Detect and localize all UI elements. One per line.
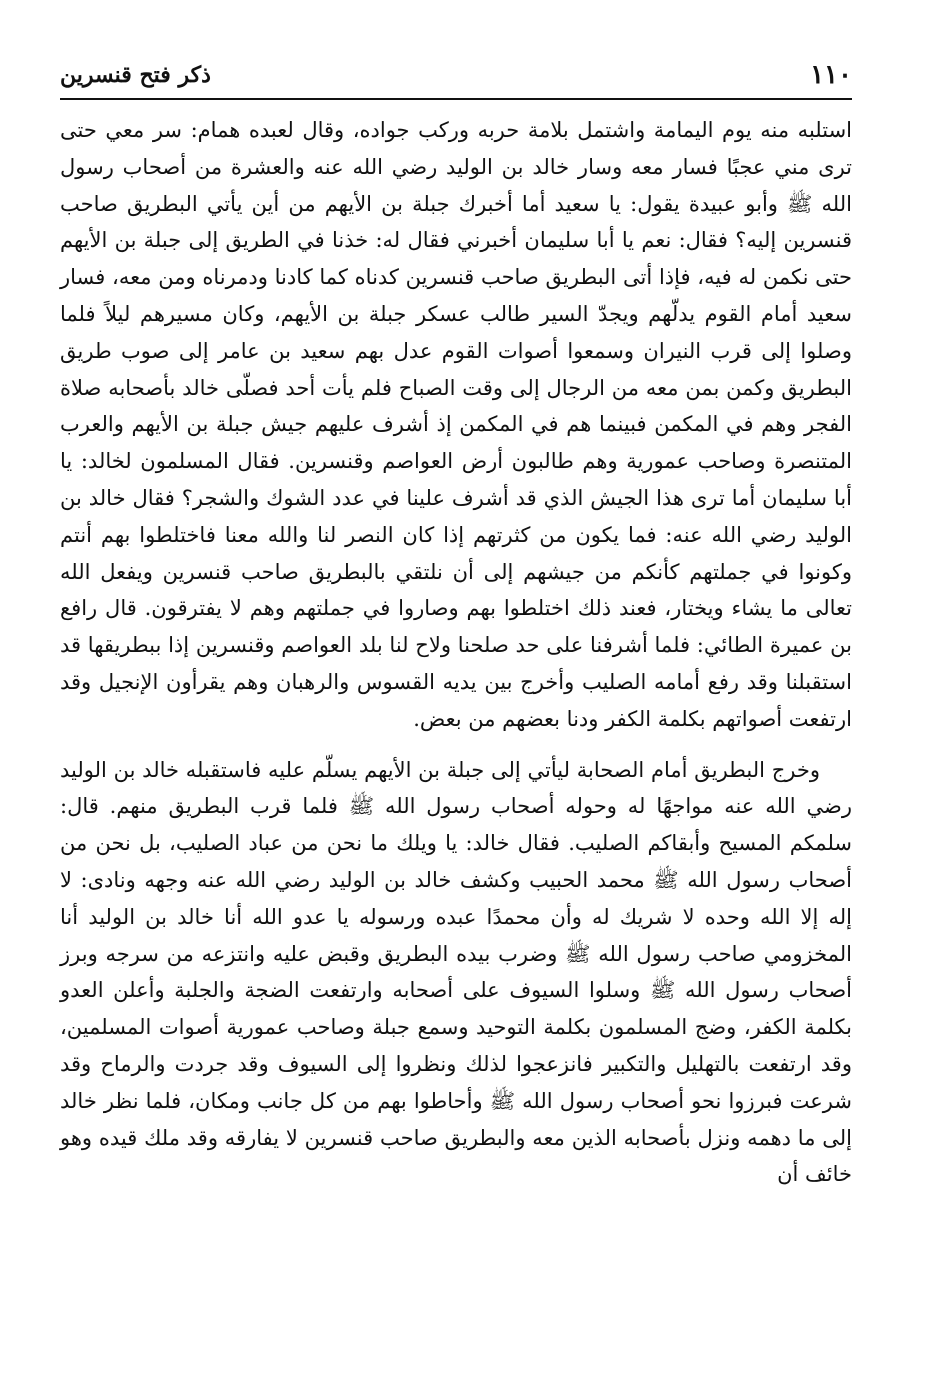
body-text (60, 112, 852, 1193)
page-header (60, 58, 852, 98)
paragraph: استلبه منه يوم اليمامة واشتمل بلامة حربه وركب جواده، وقال لعبده همام: سر معي حتى ترى مني عجبًا فسار معه وسار خالد بن الوليد رضي الله عنه والعشرة من أصحاب رسول الله ﷺ وأبو عبيدة يقول: يا سعيد أما أخبرك جبلة بن الأيهم من أين يأتي البطريق صاحب قنسرين إليه؟ فقال: نعم يا أبا سليمان أخبرني فقال له: خذنا في الطريق إلى جبلة بن الأيهم حتى نكمن له فيه، فإذا أتى البطريق صاحب قنسرين كدناه كما كادنا ودمرناه ومن معه، فسار سعيد أمام القوم يدلّهم ويجدّ السير طالب عسكر جبلة بن الأيهم، وكان مسيرهم ليلاً فلما وصلوا إلى قرب النيران وسمعوا أصوات القوم عدل بهم سعيد بن عامر إلى صوب طريق البطريق وكمن بمن معه من الرجال إلى وقت الصباح فلم يأت أحد فصلّى خالد بأصحابه صلاة الفجر وهم في المكمن فبينما هم في المكمن إذ أشرف عليهم جيش جبلة بن الأيهم والعرب المتنصرة وصاحب عمورية وهم طالبون أرض العواصم وقنسرين. فقال المسلمون لخالد: يا أبا سليمان أما ترى هذا الجيش الذي قد أشرف علينا في عدد الشوك والشجر؟ فقال خالد بن الوليد رضي الله عنه: فما يكون من كثرتهم إذا كان النصر لنا والله معنا فاختلطوا بهم أنتم وكونوا في جملتهم كأنكم من جيشهم إلى أن نلتقي بالبطريق صاحب قنسرين ويفعل الله تعالى ما يشاء ويختار، فعند ذلك اختلطوا بهم وصاروا في جملتهم وهم لا يفترقون. قال رافع بن عميرة الطائي: فلما أشرفنا على حد صلحنا ولاح لنا بلد العواصم وقنسرين إذا ببطريقها قد استقبلنا وقد رفع أمامه الصليب وأخرج بين يديه القسوس والرهبان وهم يقرأون الإنجيل وقد ارتفعت أصواتهم بكلمة الكفر ودنا بعضهم من بعض. (60, 118, 853, 731)
page-number: ١١٠ (810, 60, 852, 90)
running-title: ذكر فتح قنسرين (60, 62, 211, 88)
header-rule (60, 98, 852, 100)
paragraph: وخرج البطريق أمام الصحابة ليأتي إلى جبلة بن الأيهم يسلّم عليه فاستقبله خالد بن الوليد رضي الله عنه مواجهًا له وحوله أصحاب رسول الله ﷺ فلما قرب البطريق منهم. قال: سلمكم المسيح وأبقاكم الصليب. فقال خالد: يا ويلك ما نحن من عباد الصليب، بل نحن من أصحاب رسول الله ﷺ محمد الحبيب وكشف خالد بن الوليد رضي الله عنه وجهه ونادى: لا إله إلا الله وحده لا شريك له وأن محمدًا عبده ورسوله يا عدو الله أنا خالد بن الوليد أنا المخزومي صاحب رسول الله ﷺ وضرب بيده البطريق وقبض عليه وانتزعه من سرجه وبرز أصحاب رسول الله ﷺ وسلوا السيوف على أصحابه وارتفعت الضجة والجلبة وأعلن العدو بكلمة الكفر، وضج المسلمون بكلمة التوحيد وسمع جبلة وصاحب عمورية أصوات المسلمين، وقد ارتفعت بالتهليل والتكبير فانزعجوا لذلك ونظروا إلى السيوف وقد جردت والرماح وقد شرعت فبرزوا نحو أصحاب رسول الله ﷺ وأحاطوا بهم من كل جانب ومكان، فلما نظر خالد إلى ما دهمه ونزل بأصحابه الذين معه والبطريق صاحب قنسرين لا يفارقه وقد ملك قيده وهو خائف أن (60, 757, 852, 1187)
